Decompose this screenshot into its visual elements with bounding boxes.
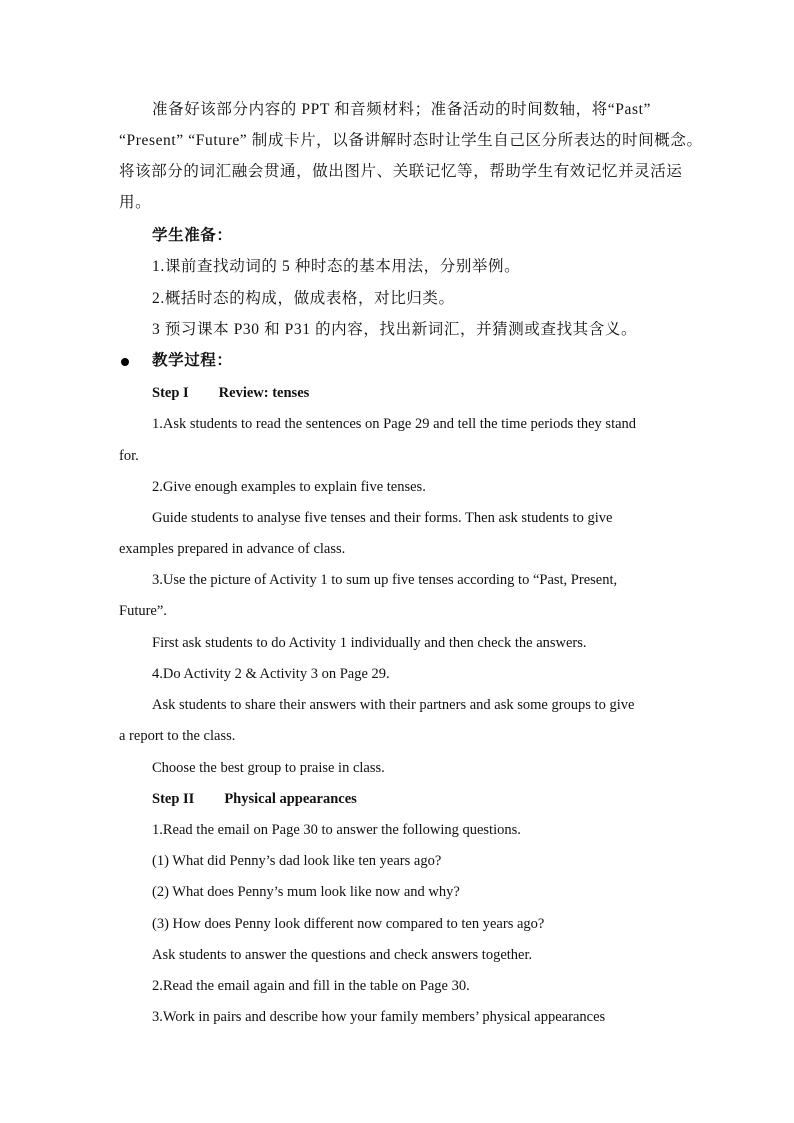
- step2-line-5: Ask students to answer the questions and check answers together.: [152, 947, 533, 963]
- step2-title: Physical appearances: [224, 791, 357, 807]
- step1-line-1: 1.Ask students to read the sentences on Page 29 and tell the time periods they stand: [152, 416, 637, 432]
- step2-heading: [152, 789, 357, 809]
- process-heading: 教学过程：: [152, 352, 233, 369]
- intro-line-2: “Present” “Future” 制成卡片，以备讲解时态时让学生自己区分所表达的时间概念。: [119, 132, 703, 149]
- student-prep-heading: 学生准备：: [152, 227, 233, 244]
- student-prep-item-2: 2.概括时态的构成，做成表格，对比归类。: [152, 290, 455, 307]
- step2-line-1: 1.Read the email on Page 30 to answer the following questions.: [152, 822, 521, 838]
- step1-line-6: 3.Use the picture of Activity 1 to sum up five tenses according to “Past, Present,: [152, 572, 618, 588]
- step1-line-8: First ask students to do Activity 1 individually and then check the answers.: [152, 635, 587, 651]
- step1-heading: [152, 383, 309, 403]
- student-prep-item-1: 1.课前查找动词的 5 种时态的基本用法，分别举例。: [152, 258, 521, 275]
- step1-line-10: Ask students to share their answers with their partners and ask some groups to give: [152, 697, 635, 713]
- bullet-icon: [121, 358, 129, 366]
- step2-label: Step II: [152, 791, 195, 807]
- step2-line-7: 3.Work in pairs and describe how your family members’ physical appearances: [152, 1009, 606, 1025]
- step1-line-2: for.: [119, 448, 139, 464]
- step1-line-7: Future”.: [119, 603, 167, 619]
- step2-line-4: (3) How does Penny look different now compared to ten years ago?: [152, 916, 545, 932]
- step1-line-4: Guide students to analyse five tenses and their forms. Then ask students to give: [152, 510, 613, 526]
- step1-title: Review: tenses: [218, 385, 310, 401]
- intro-line-1: 准备好该部分内容的 PPT 和音频材料；准备活动的时间数轴，将“Past”: [152, 101, 651, 118]
- step1-label: Step I: [152, 385, 189, 401]
- intro-line-4: 用。: [119, 194, 152, 211]
- step1-line-11: a report to the class.: [119, 728, 236, 744]
- step2-line-2: (1) What did Penny’s dad look like ten years ago?: [152, 853, 442, 869]
- step1-line-12: Choose the best group to praise in class.: [152, 760, 385, 776]
- step2-line-6: 2.Read the email again and fill in the table on Page 30.: [152, 978, 470, 994]
- step1-line-3: 2.Give enough examples to explain five tenses.: [152, 479, 426, 495]
- student-prep-item-3: 3 预习课本 P30 和 P31 的内容，找出新词汇，并猜测或查找其含义。: [152, 321, 638, 338]
- step1-line-9: 4.Do Activity 2 & Activity 3 on Page 29.: [152, 666, 390, 682]
- intro-line-3: 将该部分的词汇融会贯通，做出图片、关联记忆等，帮助学生有效记忆并灵活运: [119, 163, 683, 180]
- step2-line-3: (2) What does Penny’s mum look like now and why?: [152, 884, 460, 900]
- step1-line-5: examples prepared in advance of class.: [119, 541, 346, 557]
